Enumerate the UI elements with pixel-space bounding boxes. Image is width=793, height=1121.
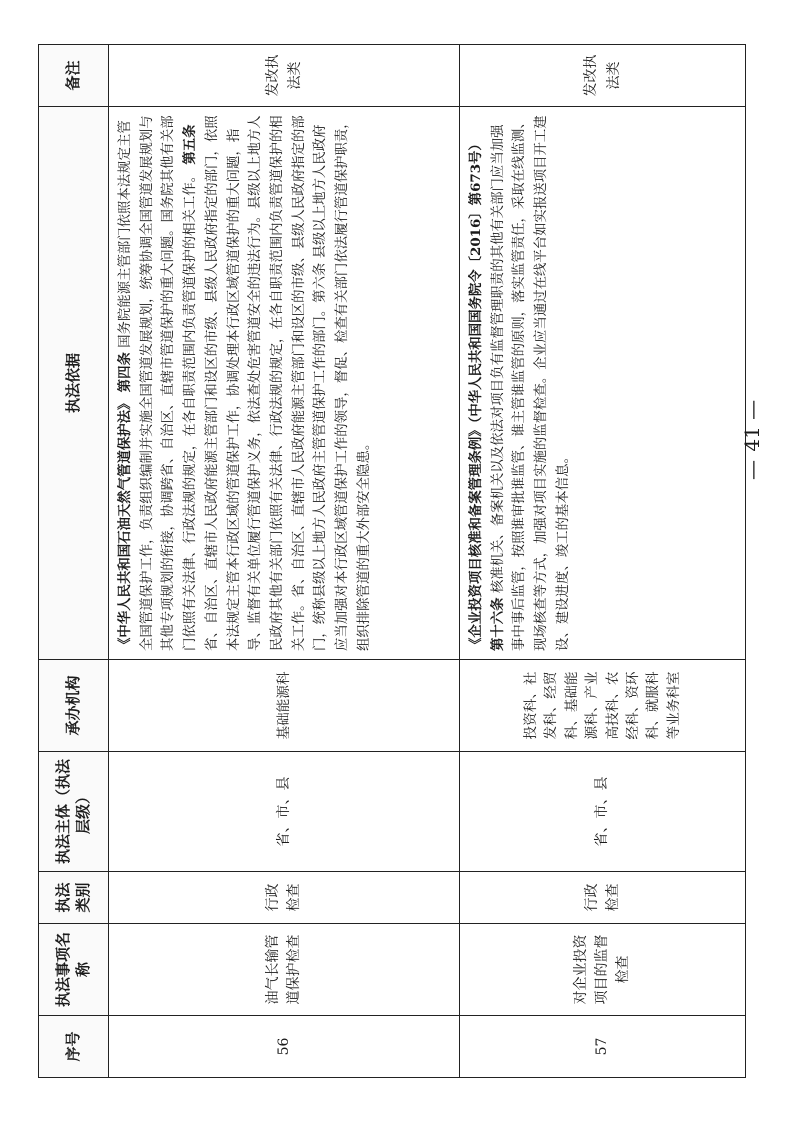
basis-article-text: 国务院能源主管部门依照本法规定主管全国管道保护工作，负责组织编制并实施全国管道发展规划，统筹协调全国管道发展规划与其他专项规划的衔接，协调跨省、自治区、直辖市管道保护的重大问题。国务院其他有关部门依照有关法律、行政法规的规定，在各自职责范围内负责管道保护的相关工作。 <box>118 115 199 651</box>
row-note: 发改执法类 <box>460 45 746 107</box>
basis-law-title: 《中华人民共和国石油天然气管道保护法》 <box>117 396 133 651</box>
row-item: 对企业投资项目的监督检查 <box>460 924 746 1016</box>
header-org: 承办机构 <box>39 660 109 752</box>
row-category: 行政检查 <box>460 872 746 924</box>
table-row <box>109 45 460 1078</box>
row-subject: 省、市、县 <box>460 752 746 872</box>
basis-article-text: 省、自治区、直辖市人民政府能源主管部门和设区的市级、县级人民政府指定的部门，依照本法规定主管本行政区域的管道保护工作，协调处理本行政区域管道保护的重大问题，指导、监督有关单位履行管道保护义务，依法查处危害管道安全的违法行为。县级以上地方人民政府其他有关部门依照有关法律、行政法规的规定，在各自职责范围内负责管道保护的相关工作。省、自治区、直辖市人民政府能源主管部门和设区的市级、县级人民政府指定的部门，统称县级以上地方人民政府主管管道保护工作的部门。第六条 县级以上地方人民政府应当加强对本行政区域管道保护工作的领导，督促、检查有关部门依法履行管道保护职责，组织排除管道的重大外部安全隐患。 <box>204 115 372 651</box>
header-note: 备注 <box>39 45 109 107</box>
row-basis <box>460 107 746 660</box>
header-category: 执法类别 <box>39 872 109 924</box>
row-note: 发改执法类 <box>109 45 460 107</box>
row-org: 基础能源科 <box>109 660 460 752</box>
page-number: — 41 — <box>740 397 764 480</box>
page-number-value: 41 <box>740 426 764 452</box>
header-seq: 序号 <box>39 1016 109 1078</box>
row-item: 油气长输管道保护检查 <box>109 924 460 1016</box>
row-category: 行政检查 <box>109 872 460 924</box>
row-seq: 57 <box>460 1016 746 1078</box>
row-seq: 56 <box>109 1016 460 1078</box>
header-item: 执法事项名称 <box>39 924 109 1016</box>
rotated-table-wrapper <box>38 45 745 1078</box>
row-org: 投资科、社发科、经贸科、基础能源科、产业高技科、农经科、资环科、就服科等业务科室 <box>460 660 746 752</box>
table-row <box>460 45 746 1078</box>
basis-article-title: 第五条 <box>182 124 199 165</box>
row-basis <box>109 107 460 660</box>
table-header-row <box>39 45 109 1078</box>
basis-law-title: 《企业投资项目核准和备案管理条例》（中华人民共和国国务院令〔2016〕第673号） <box>468 137 484 651</box>
basis-article-title: 第四条 <box>117 352 133 393</box>
header-basis: 执法依据 <box>39 107 109 660</box>
basis-article-title: 第十六条 <box>489 597 506 651</box>
row-subject: 省、市、县 <box>109 752 460 872</box>
header-subject: 执法主体（执法层级） <box>39 752 109 872</box>
basis-article-text: 核准机关、备案机关以及依法对项目负有监督管理职责的其他有关部门应当加强事中事后监管，按照谁审批谁监管、谁主管谁监管的原则，落实监管责任，采取在线监测、现场核查等方式，加强对项目实施的监督检查。企业应当通过在线平台如实报送项目开工建设、建设进度、竣工的基本信息。 <box>490 115 571 651</box>
enforcement-table <box>38 44 746 1078</box>
